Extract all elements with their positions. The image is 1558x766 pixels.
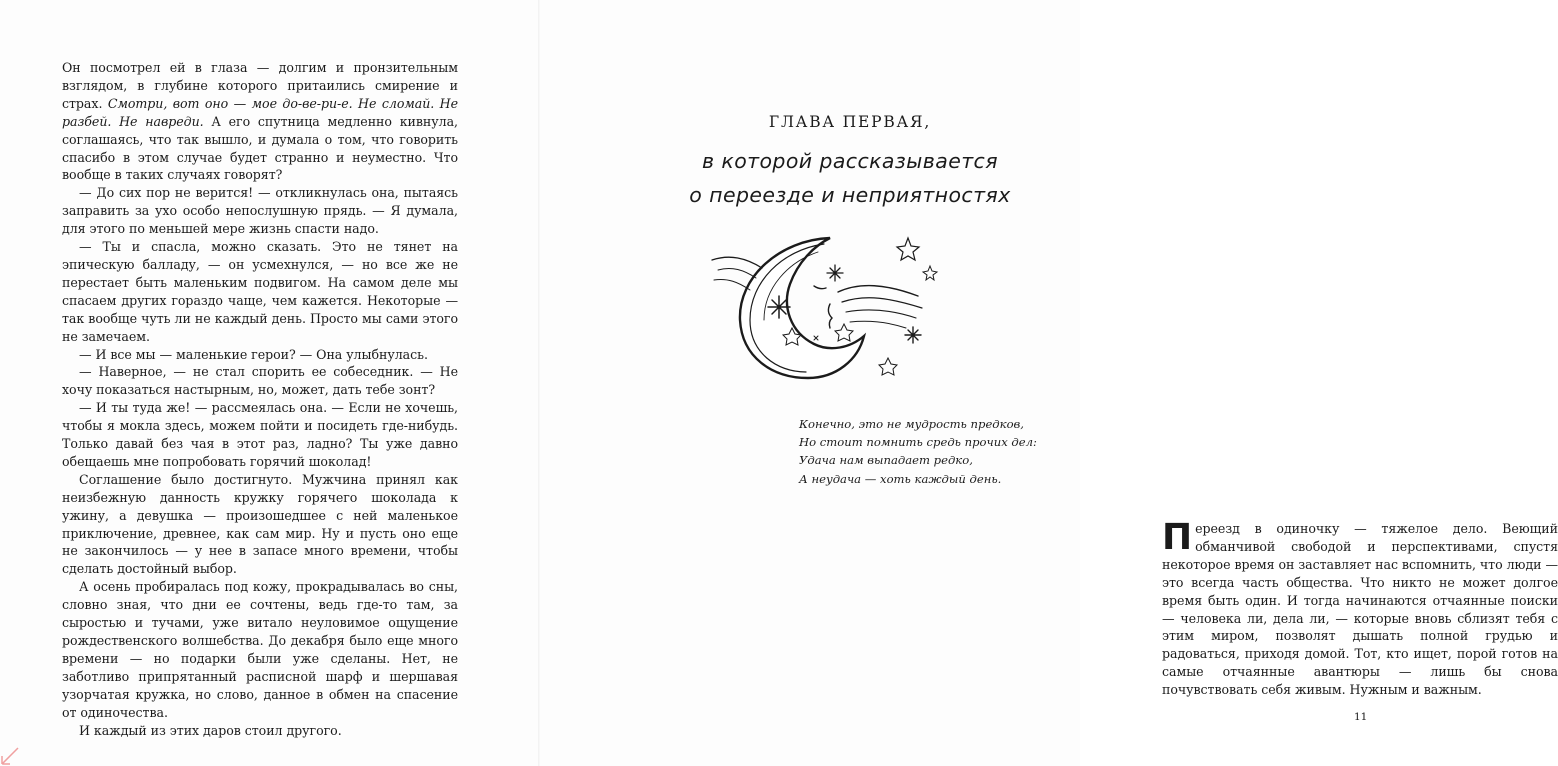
page-corner-arrow-icon [0, 744, 22, 766]
paragraph: Соглашение было достигнуто. Мужчина принял как неизбежную данность кружку горячего шоколада к ужину, а девушка — произошедшее с ней маленькое приключение, древнее, как сам мир. Ну и пусть оно еще не закончилось — у нее в запасе много времени, чтобы сделать достойный выбор. [62, 471, 458, 577]
chapter-subtitle-line-1: в которой рассказывается [702, 149, 998, 173]
paragraph: Он посмотрел ей в глаза — долгим и пронзительным взглядом, в глубине которого притаились смирение и страх. Смотри, вот оно — мое до-ве-ри-е. Не сломай. Не разбей. Не навреди. А его спутница медленно кивнула, соглашаясь, что так вышло, и думала о том, что говорить спасибо в этом случае будет странно и неуместно. Что вообще в таких случаях говорят? [62, 60, 458, 183]
paragraph: — Наверное, — не стал спорить ее собеседник. — Не хочу показаться настырным, но, может, дать тебе зонт? [62, 364, 458, 398]
right-page [540, 0, 1558, 766]
chapter-subtitle-line-2: о переезде и неприятностях [689, 183, 1011, 207]
paragraph: — Ты и спасла, можно сказать. Это не тянет на эпическую балладу, — он усмехнулся, — но все же не перестает быть маленьким подвигом. На самом деле мы спасаем других гораздо чаще, чем кажется. Некоторые — так вообще чуть ли не каждый день. Просто мы сами этого не замечаем. [62, 239, 458, 344]
page-number: 11 [1354, 711, 1368, 723]
epigraph-line: Но стоит помнить средь прочих дел: [799, 435, 1037, 450]
epigraph-line: Конечно, это не мудрость предков, [799, 417, 1024, 431]
crescent-moon-icon [710, 232, 940, 382]
paragraph: Переезд в одиночку — тяжелое дело. Веющий обманчивой свободой и перспективами, спустя некоторое время он заставляет нас вспомнить, что люди — это всегда часть общества. Что никто не может долгое время быть один. И тогда начинаются отчаянные поиски — человека ли, дела ли, — которые вновь сблизят тебя с этим миром, позволят дышать полной грудью и радоваться, приходя домой. Тот, кто ищет, порой готов на самые отчаянные авантюры — лишь бы снова почувствовать себя живым. Нужным и важным. [1162, 517, 1558, 698]
paragraph: — И все мы — маленькие герои? — Она улыбнулась. [79, 346, 428, 362]
chapter-opening-text [1162, 517, 1558, 699]
epigraph-line: Удача нам выпадает редко, [799, 453, 973, 468]
paragraph: А осень пробиралась под кожу, прокрадывалась во сны, словно зная, что дни ее сочтены, ведь где-то там, за сыростью и тучами, уже витало неуловимое ощущение рождественского волшебства. До декабря было еще много времени — но подарки были уже сделаны. Нет, не заботливо припрятанный расписной шарф и шершавая узорчатая кружка, но слово, данное в обмен на спасение от одиночества. [62, 579, 458, 720]
left-page-text [62, 59, 458, 739]
drop-cap: П [1162, 517, 1193, 558]
epigraph-line: А неудача — хоть каждый день. [799, 471, 1002, 486]
paragraph: — И ты туда же! — рассмеялась она. — Если не хочешь, чтобы я мокла здесь, можем пойти и посидеть где-нибудь. Только давай без чая в этот раз, ладно? Ты уже давно обещаешь мне попробовать горячий шоколад! [62, 400, 458, 469]
chapter-title: ГЛАВА ПЕРВАЯ, [768, 113, 932, 131]
left-page [0, 0, 540, 766]
epigraph [799, 415, 1039, 488]
paragraph: — До сих пор не верится! — откликнулась она, пытаясь заправить за ухо особо непослушную прядь. — Я думала, для этого по меньшей мере жизнь спасти надо. [62, 185, 458, 237]
paragraph: И каждый из этих даров стоил другого. [79, 722, 342, 738]
